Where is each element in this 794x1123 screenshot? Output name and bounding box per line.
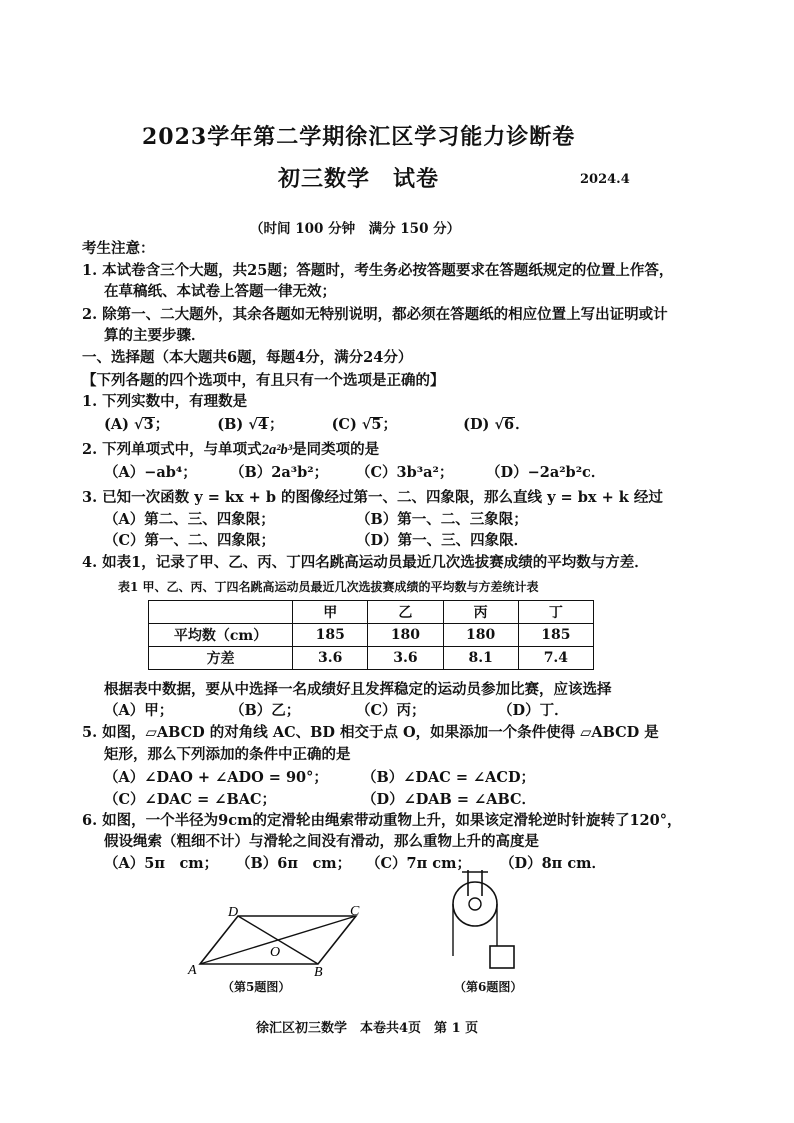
figure-5-parallelogram bbox=[186, 904, 366, 978]
vertex-label-d: D bbox=[228, 905, 239, 920]
table-row bbox=[149, 624, 594, 647]
q5-option-d: （D）∠DAB = ∠ABC． bbox=[362, 791, 537, 808]
table-header-row bbox=[149, 601, 594, 624]
q1-options: (A) √3； (B) √4； (C) √5； (D) √6． bbox=[104, 416, 530, 433]
q5-option-c: （C）∠DAC = ∠BAC； bbox=[104, 791, 276, 808]
center-label-o: O bbox=[270, 945, 281, 960]
vertex-label-b: B bbox=[314, 965, 323, 978]
q3-stem: 3. 已知一次函数 y = kx + b 的图像经过第一、二、四象限，那么直线 y = bx + k 经过 bbox=[82, 489, 663, 506]
pulley-wheel bbox=[453, 882, 497, 926]
table-header-cell: 丁 bbox=[518, 601, 593, 624]
q5-option-b: （B）∠DAC = ∠ACD； bbox=[362, 769, 536, 786]
q5-stem-cont: 矩形，那么下列添加的条件中正确的是 bbox=[104, 746, 351, 763]
exam-title: 2023学年第二学期徐汇区学习能力诊断卷 bbox=[142, 124, 576, 150]
table-cell: 7.4 bbox=[518, 647, 593, 670]
figure-6-pulley bbox=[440, 870, 530, 978]
table-header-cell bbox=[149, 601, 293, 624]
q4-option-c: （C）丙； bbox=[356, 702, 426, 719]
q6-option-d: （D）8π cm． bbox=[500, 855, 606, 872]
stats-table bbox=[148, 600, 594, 670]
q3-option-b: （B）第一、二、三象限； bbox=[356, 511, 528, 528]
q4-option-b: （B）乙； bbox=[230, 702, 301, 719]
notice-item-2-cont: 算的主要步骤． bbox=[104, 327, 206, 344]
q2-stem: 2. 下列单项式中，与单项式2a²b³是同类项的是 bbox=[82, 441, 380, 458]
q4-option-a: （A）甲； bbox=[104, 702, 174, 719]
table-cell: 180 bbox=[443, 624, 518, 647]
table-cell: 3.6 bbox=[368, 647, 443, 670]
section-heading: 一、选择题（本大题共6题，每题4分，满分24分） bbox=[82, 349, 413, 366]
exam-date: 2024.4 bbox=[580, 172, 630, 187]
q3-option-d: （D）第一、三、四象限． bbox=[356, 532, 529, 549]
table-cell: 180 bbox=[368, 624, 443, 647]
q6-option-a: （A）5π cm； bbox=[104, 855, 219, 872]
table-header-cell: 丙 bbox=[443, 601, 518, 624]
table-cell: 方差 bbox=[149, 647, 293, 670]
q2-option-c: （C）3b³a²； bbox=[356, 464, 454, 481]
q6-option-b: （B）6π cm； bbox=[236, 855, 352, 872]
table-cell: 3.6 bbox=[293, 647, 368, 670]
pulley-axle bbox=[469, 898, 481, 910]
q2-option-a: （A）−ab⁴； bbox=[104, 464, 197, 481]
time-info: （时间 100 分钟 满分 150 分） bbox=[250, 221, 461, 237]
q6-stem: 6. 如图，一个半径为9cm的定滑轮由绳索带动重物上升，如果该定滑轮逆时针旋转了120°， bbox=[82, 812, 682, 829]
q3-option-a: （A）第二、三、四象限； bbox=[104, 511, 275, 528]
page-footer: 徐汇区初三数学 本卷共4页 第 1 页 bbox=[256, 1021, 479, 1036]
section-instruction: 【下列各题的四个选项中，有且只有一个选项是正确的】 bbox=[82, 372, 445, 389]
table-title: 表1 甲、乙、丙、丁四名跳高运动员最近几次选拔赛成绩的平均数与方差统计表 bbox=[118, 580, 539, 594]
q4-followup: 根据表中数据，要从中选择一名成绩好且发挥稳定的运动员参加比赛，应该选择 bbox=[104, 681, 612, 698]
table-header-cell: 乙 bbox=[368, 601, 443, 624]
vertex-label-c: C bbox=[350, 904, 360, 919]
q5-stem: 5. 如图，▱ABCD 的对角线 AC、BD 相交于点 O，如果添加一个条件使得 ▱ABCD 是 bbox=[82, 724, 659, 741]
q4-stem: 4. 如表1，记录了甲、乙、丙、丁四名跳高运动员最近几次选拔赛成绩的平均数与方差． bbox=[82, 554, 649, 571]
vertex-label-a: A bbox=[188, 963, 197, 978]
figure-5-caption: （第5题图） bbox=[222, 980, 291, 994]
q2-option-b: （B）2a³b²； bbox=[230, 464, 329, 481]
q5-option-a: （A）∠DAO + ∠ADO = 90°； bbox=[104, 769, 328, 786]
table-header-cell: 甲 bbox=[293, 601, 368, 624]
table-row bbox=[149, 647, 594, 670]
notice-item-1-cont: 在草稿纸、本试卷上答题一律无效； bbox=[104, 283, 336, 300]
q6-stem-cont: 假设绳索（粗细不计）与滑轮之间没有滑动，那么重物上升的高度是 bbox=[104, 833, 539, 850]
table-cell: 185 bbox=[293, 624, 368, 647]
q4-option-d: （D）丁． bbox=[498, 702, 569, 719]
q3-option-c: （C）第一、二、四象限； bbox=[104, 532, 276, 549]
table-cell: 8.1 bbox=[443, 647, 518, 670]
notice-item-2: 2. 除第一、二大题外，其余各题如无特别说明，都必须在答题纸的相应位置上写出证明或计 bbox=[82, 306, 668, 323]
table-cell: 平均数（cm） bbox=[149, 624, 293, 647]
notice-heading: 考生注意： bbox=[82, 240, 155, 257]
table-cell: 185 bbox=[518, 624, 593, 647]
q2-option-d: （D）−2a²b²c． bbox=[486, 464, 606, 481]
q1-stem: 1. 下列实数中，有理数是 bbox=[82, 393, 248, 410]
q6-option-c: （C）7π cm； bbox=[366, 855, 471, 872]
exam-subtitle: 初三数学 试卷 bbox=[278, 166, 440, 192]
weight-block bbox=[490, 946, 514, 968]
notice-item-1: 1. 本试卷含三个大题，共25题；答题时，考生务必按答题要求在答题纸规定的位置上作答， bbox=[82, 262, 674, 279]
figure-6-caption: （第6题图） bbox=[454, 980, 523, 994]
